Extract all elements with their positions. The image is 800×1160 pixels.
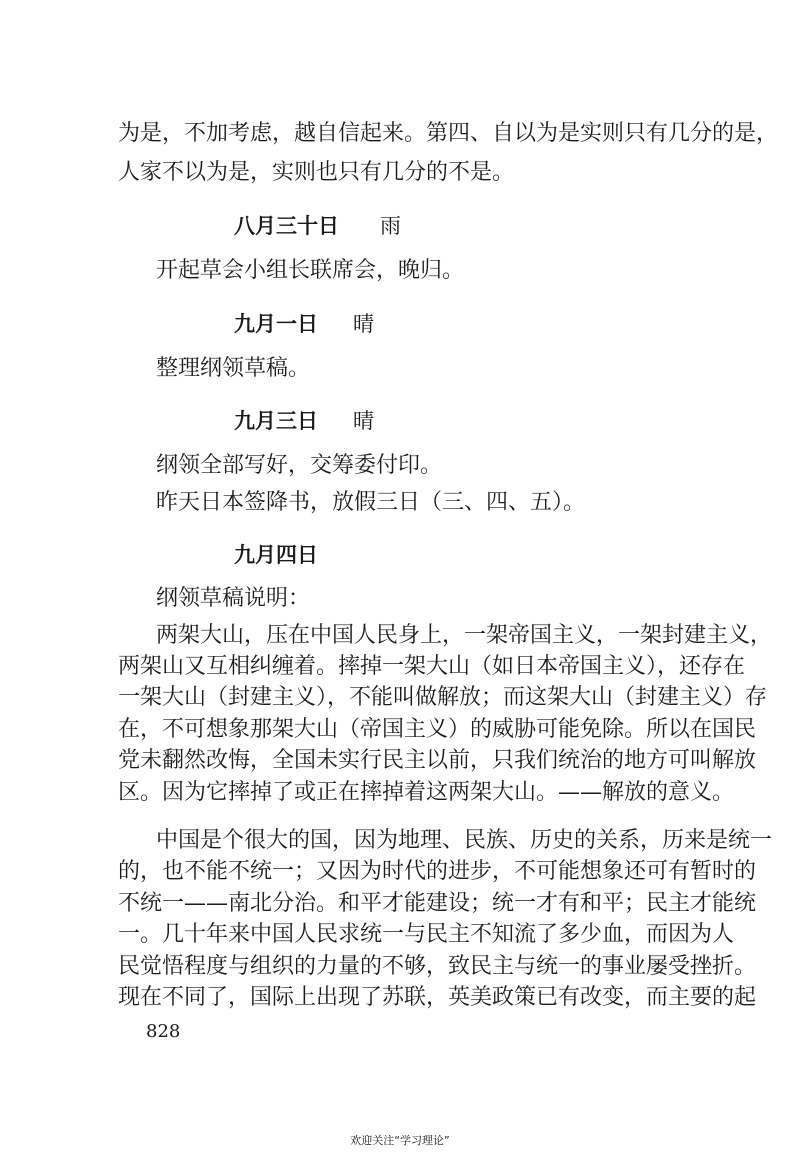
paragraph1-line: 区。因为它摔掉了或正在摔掉着这两架大山。——解放的意义。 [118, 780, 735, 805]
paragraph2-line: 一。几十年来中国人民求统一与民主不知流了多少血，而因为人 [118, 922, 735, 947]
entry-date-sep1: 九月一日 [234, 312, 318, 336]
entry-text-sep1: 整理纲领草稿。 [156, 356, 311, 381]
paragraph2-line: 民觉悟程度与组织的力量的不够，致民主与统一的事业屡受挫折。 [118, 954, 757, 979]
paragraph2-line: 现在不同了，国际上出现了苏联，英美政策已有改变，而主要的起 [118, 985, 757, 1010]
paragraph1-line: 一架大山（封建主义），不能叫做解放；而这架大山（封建主义）存 [118, 685, 768, 710]
entry-text-sep3-line-2: 昨天日本签降书，放假三日（三、四、五）。 [156, 490, 586, 515]
page-number: 828 [146, 1021, 181, 1042]
text-line-2: 人家不以为是，实则也只有几分的不是。 [118, 160, 515, 185]
entry-date-sep4: 九月四日 [234, 543, 318, 567]
paragraph2-line: 中国是个很大的国，因为地理、民族、历史的关系，历来是统一 [156, 828, 773, 853]
text-line-1: 为是，不加考虑，越自信起来。第四、自以为是实则只有几分的是， [118, 121, 779, 146]
paragraph1-line: 两架大山，压在中国人民身上，一架帝国主义，一架封建主义， [156, 623, 773, 648]
paragraph2-line: 不统一——南北分治。和平才能建设；统一才有和平；民主才能统 [118, 891, 757, 916]
entry-text-aug30: 开起草会小组长联席会，晚归。 [156, 258, 465, 283]
entry-text-sep4-intro: 纲领草稿说明： [156, 586, 311, 611]
entry-date-sep3: 九月三日 [234, 409, 318, 433]
paragraph2-line: 的，也不能不统一；又因为时代的进步，不可能想象还可有暂时的 [118, 859, 757, 884]
entry-text-sep3-line-1: 纲领全部写好，交筹委付印。 [156, 453, 443, 478]
paragraph1-line: 两架山又互相纠缠着。摔掉一架大山（如日本帝国主义），还存在 [118, 654, 746, 679]
entry-date-aug30: 八月三十日 [234, 214, 339, 238]
paragraph1-line: 党未翻然改悔，全国未实行民主以前，只我们统治的地方可叫解放 [118, 748, 757, 773]
footer-note: 欢迎关注“学习理论” [350, 1134, 450, 1147]
entry-weather-sep3: 晴 [353, 409, 374, 433]
paragraph1-line: 在，不可想象那架大山（帝国主义）的威胁可能免除。所以在国民 [118, 717, 757, 742]
entry-weather-aug30: 雨 [380, 214, 401, 238]
entry-weather-sep1: 晴 [353, 312, 374, 336]
